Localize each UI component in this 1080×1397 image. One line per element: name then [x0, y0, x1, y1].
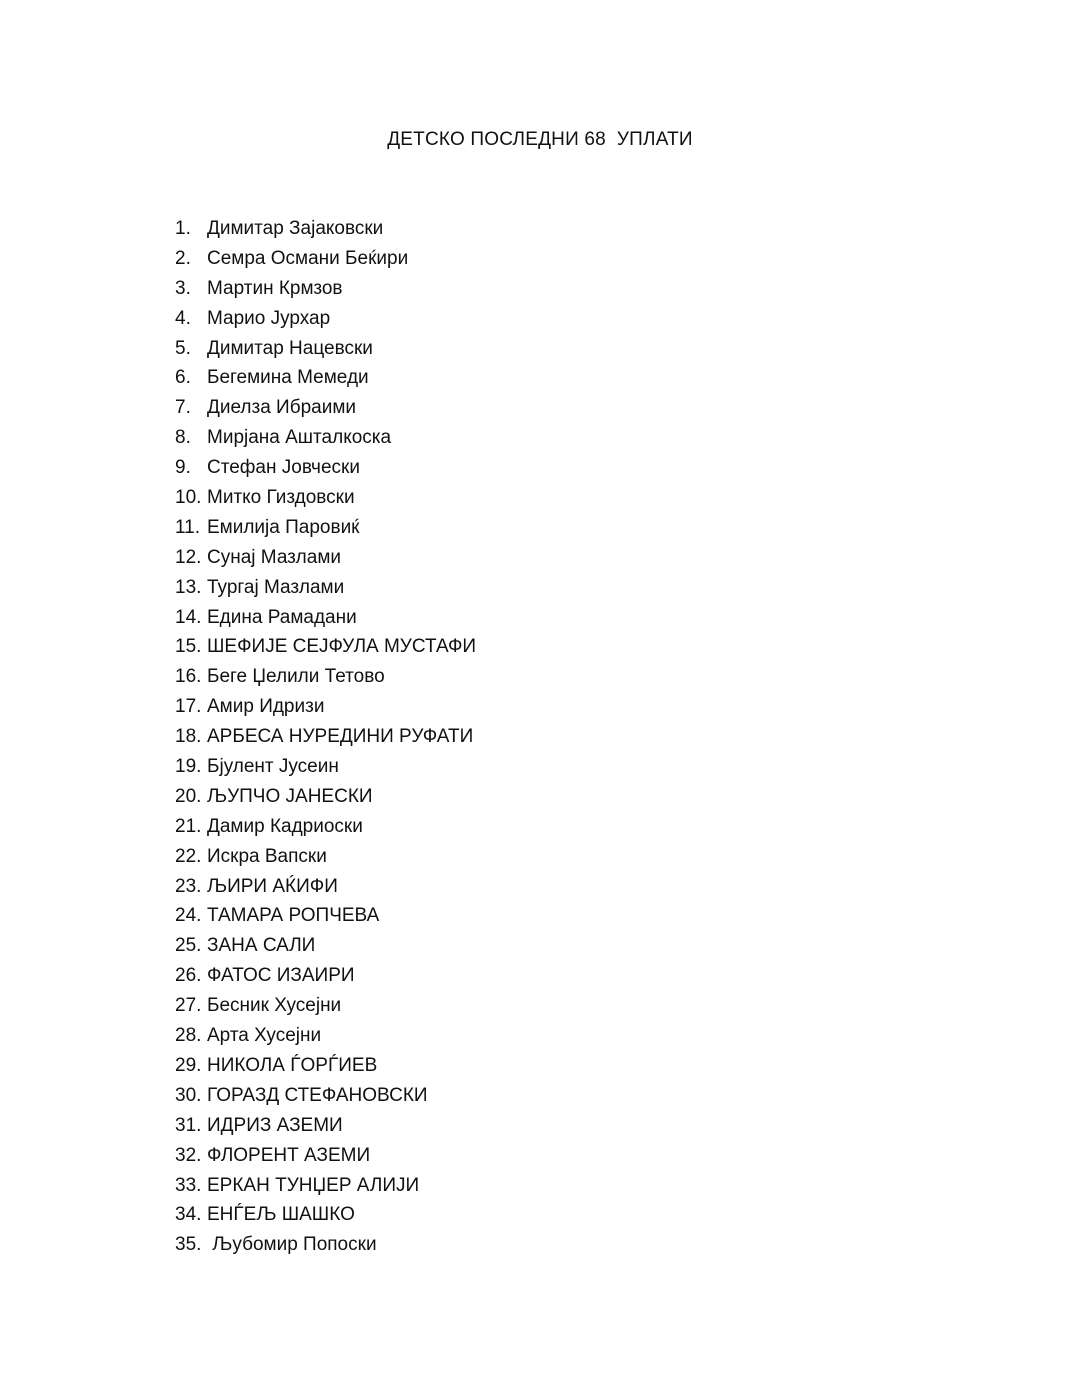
list-item-number: 23. [175, 875, 202, 897]
list-item [175, 543, 476, 573]
list-item-name: Едина Рамадани [207, 606, 357, 628]
list-item-number: 32. [175, 1144, 202, 1166]
list-item-name: Искра Вапски [207, 845, 327, 867]
list-item-number: 35. [175, 1234, 202, 1256]
list-item-number: 25. [175, 935, 202, 957]
list-item-number: 1. [175, 218, 191, 239]
list-item [175, 453, 476, 483]
list-item [175, 483, 476, 513]
list-item-name: Семра Османи Беќири [207, 247, 409, 269]
list-item-number: 11. [175, 516, 201, 538]
list-item [175, 244, 476, 274]
list-item-name: Бегемина Мемеди [207, 367, 369, 389]
list-item-number: 19. [175, 756, 202, 778]
list-item-name: Дамир Кадриоски [207, 815, 363, 837]
list-item [175, 901, 476, 931]
list-item-number: 18. [175, 726, 202, 748]
list-item [175, 573, 476, 603]
list-item-number: 14. [175, 606, 202, 628]
list-item [175, 692, 476, 722]
document-title: ДЕТСКО ПОСЛЕДНИ 68 УПЛАТИ [387, 129, 693, 150]
list-item-number: 12. [175, 546, 202, 568]
list-item-name: ЕНЃЕЉ ШАШКО [207, 1204, 355, 1226]
list-item-name: Диелза Ибраими [207, 397, 357, 419]
list-item-name: ФЛОРЕНТ АЗЕМИ [207, 1144, 371, 1166]
list-item-name: ГОРАЗД СТЕФАНОВСКИ [207, 1084, 428, 1106]
list-item-number: 28. [175, 1025, 202, 1047]
list-item-name: Тургај Мазлами [207, 576, 345, 598]
list-item-number: 33. [175, 1174, 202, 1196]
list-item [175, 214, 476, 244]
list-item-name: Стефан Јовчески [207, 457, 360, 479]
list-item-name: Димитар Зајаковски [207, 218, 384, 239]
list-item-number: 16. [175, 666, 202, 688]
list-item-number: 2. [175, 247, 191, 269]
list-item-name: ИДРИЗ АЗЕМИ [207, 1114, 343, 1136]
list-item-number: 30. [175, 1084, 202, 1106]
list-item-number: 27. [175, 995, 202, 1017]
list-item [175, 423, 476, 453]
list-item-number: 22. [175, 845, 202, 867]
list-item-name: АРБЕСА НУРЕДИНИ РУФАТИ [207, 726, 474, 748]
list-item-name: Амир Идризи [207, 696, 325, 718]
list-item-number: 34. [175, 1204, 202, 1226]
list-item-number: 6. [175, 367, 191, 389]
list-item [175, 363, 476, 393]
list-item-name: НИКОЛА ЃОРЃИЕВ [207, 1054, 378, 1076]
list-item-number: 21. [175, 815, 202, 837]
list-item-name: Бјулент Јусеин [207, 756, 339, 778]
list-item [175, 842, 476, 872]
list-item-number: 7. [175, 397, 191, 419]
list-item-name: ТАМАРА РОПЧЕВА [207, 905, 380, 927]
list-item-name: Мартин Крмзов [207, 277, 343, 299]
list-item-number: 10. [175, 487, 202, 509]
list-item [175, 1230, 476, 1260]
list-item-name: ШЕФИЈЕ СЕЈФУЛА МУСТАФИ [207, 636, 477, 658]
list-item [175, 782, 476, 812]
list-item-number: 5. [175, 337, 191, 359]
list-item [175, 513, 476, 543]
list-item-name: Бесник Хусејни [207, 995, 342, 1017]
list-item-number: 8. [175, 427, 191, 449]
list-item [175, 1171, 476, 1201]
list-item [175, 931, 476, 961]
list-item [175, 961, 476, 991]
list-item-name: Беге Џелили Тетово [207, 666, 385, 688]
list-item [175, 393, 476, 423]
list-item [175, 1081, 476, 1111]
list-item-number: 9. [175, 457, 191, 479]
list-item [175, 1111, 476, 1141]
list-item [175, 991, 476, 1021]
list-item [175, 722, 476, 752]
list-item [175, 812, 476, 842]
list-item-name: Љубомир Попоски [207, 1234, 377, 1256]
list-item [175, 872, 476, 902]
list-item-name: ЉУПЧО ЈАНЕСКИ [207, 785, 373, 807]
list-item [175, 1200, 476, 1230]
list-item-number: 24. [175, 905, 202, 927]
list-item [175, 603, 476, 633]
list-item [175, 662, 476, 692]
list-item-name: Мирјана Ашталкоска [207, 427, 392, 449]
list-item [175, 752, 476, 782]
list-item-number: 15. [175, 636, 202, 658]
list-item-number: 4. [175, 307, 191, 329]
list-item-name: Митко Гиздовски [207, 487, 355, 509]
list-item-name: ЉИРИ АЌИФИ [207, 875, 338, 897]
list-item-number: 31. [175, 1114, 202, 1136]
list-item-number: 26. [175, 965, 202, 987]
list-item-number: 20. [175, 785, 202, 807]
list-item-name: ФАТОС ИЗАИРИ [207, 965, 355, 987]
list-item-name: ЗАНА САЛИ [207, 935, 316, 957]
list-item-number: 29. [175, 1054, 202, 1076]
list-item [175, 1051, 476, 1081]
list-item [175, 334, 476, 364]
list-item-name: Димитар Нацевски [207, 337, 373, 359]
list-item-number: 17. [175, 696, 202, 718]
list-item-number: 13. [175, 576, 202, 598]
list-item [175, 274, 476, 304]
list-item-name: Марио Јурхар [207, 307, 331, 329]
list-item-name: Сунај Мазлами [207, 546, 342, 568]
list-item-name: Емилија Паровиќ [207, 516, 360, 538]
list-item-name: ЕРКАН ТУНЏЕР АЛИЈИ [207, 1174, 420, 1196]
list-item [175, 632, 476, 662]
list-item [175, 304, 476, 334]
list-item-number: 3. [175, 277, 191, 299]
list-item [175, 1021, 476, 1051]
payer-list [175, 214, 476, 1260]
list-item [175, 1141, 476, 1171]
list-item-name: Арта Хусејни [207, 1025, 322, 1047]
